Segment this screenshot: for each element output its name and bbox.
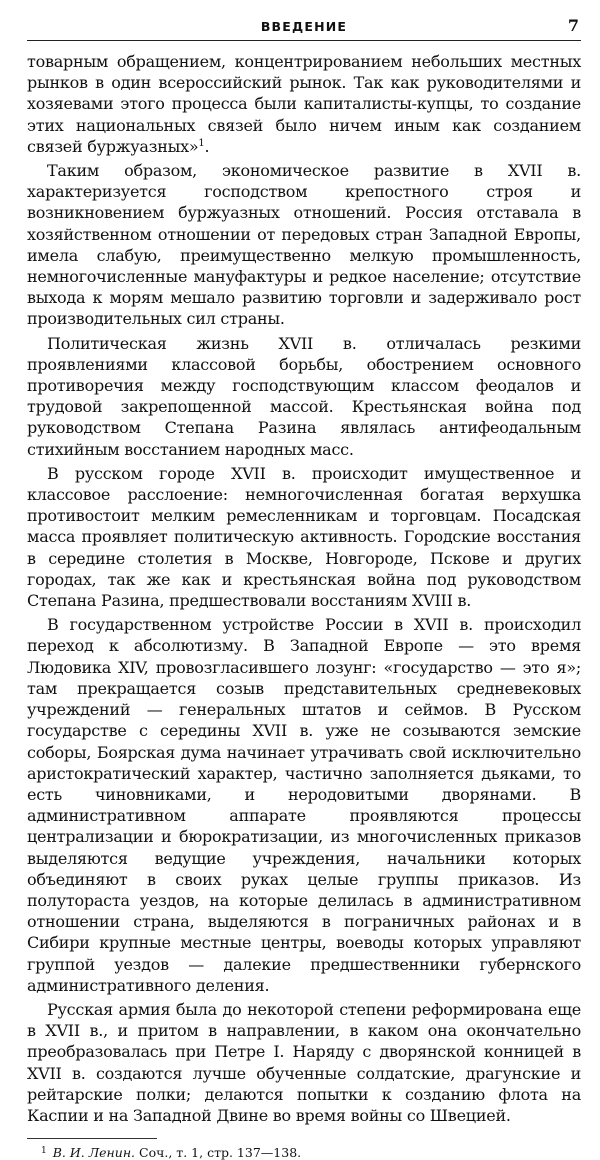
footnote-citation: Соч., т. 1, стр. 137—138. [139, 1145, 302, 1160]
body-text [27, 51, 581, 1126]
footnote [27, 1145, 581, 1160]
footnote-reference[interactable]: 1 [198, 137, 205, 149]
paragraph-1-tail: . [204, 136, 210, 156]
paragraph-1 [27, 51, 581, 157]
paragraph-4: В русском городе XVII в. происходит имущественное и классовое расслоение: немногочисленная богатая верхушка противостоит мелким ремесленникам и торговцам. Посадская масса проявляет политическую активность. Городские восстания в середине столетия в Москве, Новгороде, Пскове и других городах, так же как и крестьянская война под руководством Степана Разина, предшествовали восстаниям XVIII в. [27, 463, 581, 611]
page-header [27, 14, 581, 41]
paragraph-3: Политическая жизнь XVII в. отличалась резкими проявлениями классовой борьбы, обострением основного противоречия между господствующим классом феодалов и трудовой закрепощенной массой. Крестьянская война под руководством Степана Разина являлась антифеодальным стихийным восстанием народных масс. [27, 333, 581, 459]
paragraph-6: Русская армия была до некоторой степени реформирована еще в XVII в., и притом в направлении, в каком она окончательно преобразовалась при Петре I. Наряду с дворянской конницей в XVII в. создаются лучше обученные солдатские, драгунские и рейтарские полки; делаются попытки к созданию флота на Каспии и на Западной Двине во время войны со Швецией. [27, 999, 581, 1125]
book-page [27, 14, 581, 1160]
page-number: 7 [567, 16, 579, 35]
footnote-divider [27, 1138, 157, 1139]
footnote-author: В. И. Ленин. [52, 1145, 136, 1160]
paragraph-5: В государственном устройстве России в XVII в. происходил переход к абсолютизму. В Западной Европе — это время Людовика XIV, провозгласившего лозунг: «государство — это я»; там прекращается созыв представительных средневековых учреждений — генеральных штатов и сеймов. В Русском государстве с середины XVII в. уже не созываются земские соборы, Боярская дума начинает утрачивать свой исключительно аристократический характер, частично заполняется дьяками, то есть чиновниками, и неродовитыми дворянами. В административном аппарате проявляются процессы централизации и бюрократизации, из многочисленных приказов выделяются ведущие учреждения, начальники которых объединяют в своих руках целые группы приказов. Из полутораста уездов, на которые делилась в административном отношении страна, выделяются в пограничных районах и в Сибири крупные местные центры, воеводы которых управляют группой уездов — далекие предшественники губернского административного деления. [27, 615, 581, 995]
footnote-mark: 1 [41, 1146, 47, 1157]
running-title: ВВЕДЕНИЕ [260, 19, 348, 34]
paragraph-1-text: товарным обращением, концентрированием небольших местных рынков в один всероссийский рынок. Так как руководителями и хозяевами этого процесса были капиталисты-купцы, то создание этих национальных связей было ничем иным как созданием связей буржуазных» [27, 52, 581, 156]
paragraph-2: Таким образом, экономическое развитие в XVII в. характеризуется господством крепостного строя и возникновением буржуазных отношений. Россия отставала в хозяйственном отношении от передовых стран Западной Европы, имела слабую, преимущественно мелкую промышленность, немногочисленные мануфактуры и редкое население; отсутствие выхода к морям мешало развитию торговли и задерживало рост производительных сил страны. [27, 161, 581, 329]
